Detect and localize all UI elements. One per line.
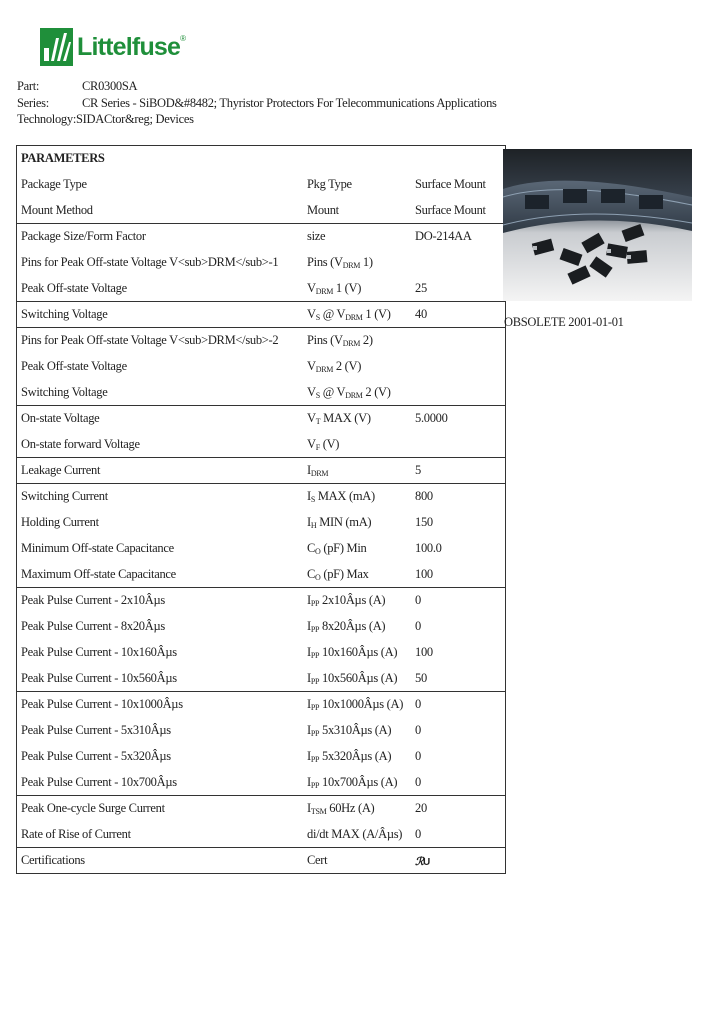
part-label: Part: bbox=[17, 79, 40, 93]
param-name: Minimum Off-state Capacitance bbox=[21, 541, 174, 555]
table-row bbox=[17, 640, 506, 666]
param-name: Switching Voltage bbox=[17, 380, 304, 406]
part-line bbox=[17, 79, 137, 94]
series-label: Series: bbox=[17, 96, 49, 110]
table-row bbox=[17, 432, 506, 458]
param-type: Cert bbox=[307, 853, 328, 867]
param-value: Surface Mount bbox=[411, 198, 506, 224]
param-type: $V_{DRM}$ 1 (V) bbox=[303, 276, 411, 302]
param-value: 0 bbox=[415, 593, 421, 608]
param-value bbox=[411, 250, 506, 276]
param-type: $I_{PP}$ 10x560Âµs (A) bbox=[303, 666, 411, 692]
table-row bbox=[17, 198, 506, 224]
param-value: 100 bbox=[411, 562, 506, 588]
param-type: $V_S$ @ $V_{DRM}$ 1 (V) bbox=[303, 302, 411, 328]
param-name: Rate of Rise of Current bbox=[17, 822, 304, 848]
param-type: Mount bbox=[303, 198, 411, 224]
param-value: 25 bbox=[411, 276, 506, 302]
table-row bbox=[17, 354, 506, 380]
param-value bbox=[411, 354, 506, 380]
param-name: Mount Method bbox=[17, 198, 304, 224]
technology-value: SIDACtor&reg; Devices bbox=[76, 112, 194, 126]
param-name: Switching Current bbox=[21, 489, 108, 504]
table-title: PARAMETERS bbox=[21, 151, 105, 166]
param-name: Holding Current bbox=[21, 515, 99, 529]
param-value bbox=[411, 380, 506, 406]
table-row bbox=[17, 224, 506, 250]
param-name: Pins for Peak Off-state Voltage V<sub>DRM</sub>-1 bbox=[21, 255, 279, 269]
part-value: CR0300SA bbox=[82, 79, 138, 93]
param-value: 40 bbox=[411, 302, 506, 328]
param-value: 100 bbox=[415, 645, 433, 659]
table-row bbox=[17, 458, 506, 484]
param-type: size bbox=[307, 229, 326, 244]
param-value bbox=[411, 848, 506, 874]
param-type: $I_{DRM}$ bbox=[303, 458, 411, 484]
table-row bbox=[17, 692, 506, 718]
obsolete-status: OBSOLETE 2001-01-01 bbox=[504, 315, 624, 329]
param-type: $I_{PP}$ 10x160Âµs (A) bbox=[307, 645, 398, 660]
param-value bbox=[411, 432, 506, 458]
param-name: Peak Pulse Current - 10x560Âµs bbox=[17, 666, 304, 692]
littelfuse-logo bbox=[40, 28, 185, 66]
param-name: Peak Pulse Current - 5x320Âµs bbox=[21, 749, 171, 763]
table-row bbox=[17, 250, 506, 276]
series-value: CR Series - SiBOD&#8482; Thyristor Protectors For Telecommunications Applications bbox=[82, 96, 497, 110]
param-type: $I_{TSM}$ 60Hz (A) bbox=[307, 801, 375, 817]
param-name: Peak Off-state Voltage bbox=[21, 359, 127, 373]
table-row bbox=[17, 536, 506, 562]
param-value: 0 bbox=[415, 697, 421, 712]
table-row bbox=[17, 484, 506, 510]
table-row bbox=[17, 328, 506, 354]
param-value: 50 bbox=[411, 666, 506, 692]
param-name: Package Size/Form Factor bbox=[21, 229, 146, 244]
param-value: Surface Mount bbox=[415, 177, 486, 191]
param-value: 0 bbox=[415, 749, 421, 763]
param-type: Pins ($V_{DRM}$ 2) bbox=[307, 333, 373, 349]
param-value: 150 bbox=[415, 515, 433, 529]
param-name: Leakage Current bbox=[17, 458, 304, 484]
param-name: Peak Pulse Current - 10x160Âµs bbox=[21, 645, 177, 659]
param-type: $I_H$ MIN (mA) bbox=[307, 515, 372, 530]
ul-recognized-icon bbox=[415, 855, 435, 867]
param-name: Maximum Off-state Capacitance bbox=[17, 562, 304, 588]
param-value: 5 bbox=[411, 458, 506, 484]
param-value: 100.0 bbox=[415, 541, 442, 555]
product-photo bbox=[503, 149, 692, 301]
table-row bbox=[17, 276, 506, 302]
technology-label: Technology: bbox=[17, 112, 77, 126]
table-row bbox=[17, 796, 506, 822]
product-photo-image bbox=[503, 149, 692, 301]
param-type: $I_{PP}$ 10x1000Âµs (A) bbox=[307, 697, 404, 713]
svg-text:U: U bbox=[423, 857, 430, 868]
series-line bbox=[17, 96, 497, 111]
littelfuse-mark-icon bbox=[40, 28, 73, 66]
param-value: 800 bbox=[415, 489, 433, 504]
param-type: $V_S$ @ $V_{DRM}$ 2 (V) bbox=[303, 380, 411, 406]
param-name: On-state forward Voltage bbox=[17, 432, 304, 458]
param-type: $V_F$ (V) bbox=[303, 432, 411, 458]
param-type: $I_S$ MAX (mA) bbox=[307, 489, 375, 505]
param-type: $I_{PP}$ 10x700Âµs (A) bbox=[303, 770, 411, 796]
param-value: 5.0000 bbox=[415, 411, 448, 426]
param-name: Peak Pulse Current - 10x700Âµs bbox=[17, 770, 304, 796]
table-row bbox=[17, 822, 506, 848]
param-name: Peak Off-state Voltage bbox=[17, 276, 304, 302]
table-row bbox=[17, 380, 506, 406]
param-type: $V_T$ MAX (V) bbox=[307, 411, 371, 427]
param-type: $I_{PP}$ 2x10Âµs (A) bbox=[307, 593, 386, 609]
param-name: Package Type bbox=[21, 177, 87, 191]
param-value: 20 bbox=[415, 801, 427, 816]
table-row bbox=[17, 848, 506, 874]
param-type: $C_O$ (pF) Min bbox=[307, 541, 367, 556]
param-type: Pkg Type bbox=[307, 177, 352, 191]
table-row bbox=[17, 562, 506, 588]
param-type: $I_{PP}$ 8x20Âµs (A) bbox=[307, 619, 386, 634]
table-header-row bbox=[17, 146, 506, 172]
table-row bbox=[17, 302, 506, 328]
param-value: 0 bbox=[411, 770, 506, 796]
param-value: 0 bbox=[411, 822, 506, 848]
param-type: Pins ($V_{DRM}$ 1) bbox=[307, 255, 373, 270]
table-row bbox=[17, 744, 506, 770]
param-name: Switching Voltage bbox=[17, 302, 304, 328]
param-name: On-state Voltage bbox=[21, 411, 100, 426]
technology-line bbox=[17, 112, 194, 127]
param-name: Peak Pulse Current - 2x10Âµs bbox=[21, 593, 165, 608]
param-type: $I_{PP}$ 5x310Âµs (A) bbox=[307, 723, 392, 738]
param-name: Peak One-cycle Surge Current bbox=[21, 801, 165, 816]
table-row bbox=[17, 614, 506, 640]
table-row bbox=[17, 718, 506, 744]
param-type: $I_{PP}$ 5x320Âµs (A) bbox=[307, 749, 392, 764]
param-value bbox=[411, 328, 506, 354]
param-type: di/dt MAX (A/Âµs) bbox=[303, 822, 411, 848]
table-row bbox=[17, 406, 506, 432]
svg-text:ℛ: ℛ bbox=[415, 856, 424, 868]
table-row bbox=[17, 666, 506, 692]
param-name: Peak Pulse Current - 10x1000Âµs bbox=[21, 697, 183, 712]
param-value: DO-214AA bbox=[415, 229, 472, 244]
param-name: Peak Pulse Current - 8x20Âµs bbox=[21, 619, 165, 633]
param-value: 0 bbox=[415, 619, 421, 633]
param-name: Certifications bbox=[21, 853, 85, 867]
brand-name: Littelfuse® bbox=[77, 32, 186, 61]
param-type: $C_O$ (pF) Max bbox=[303, 562, 411, 588]
table-row bbox=[17, 510, 506, 536]
parameters-table bbox=[16, 145, 506, 874]
param-name: Peak Pulse Current - 5x310Âµs bbox=[21, 723, 171, 737]
table-row bbox=[17, 588, 506, 614]
param-value: 0 bbox=[415, 723, 421, 737]
param-name: Pins for Peak Off-state Voltage V<sub>DRM</sub>-2 bbox=[21, 333, 279, 348]
table-row bbox=[17, 770, 506, 796]
param-type: $V_{DRM}$ 2 (V) bbox=[307, 359, 362, 374]
table-row bbox=[17, 172, 506, 198]
